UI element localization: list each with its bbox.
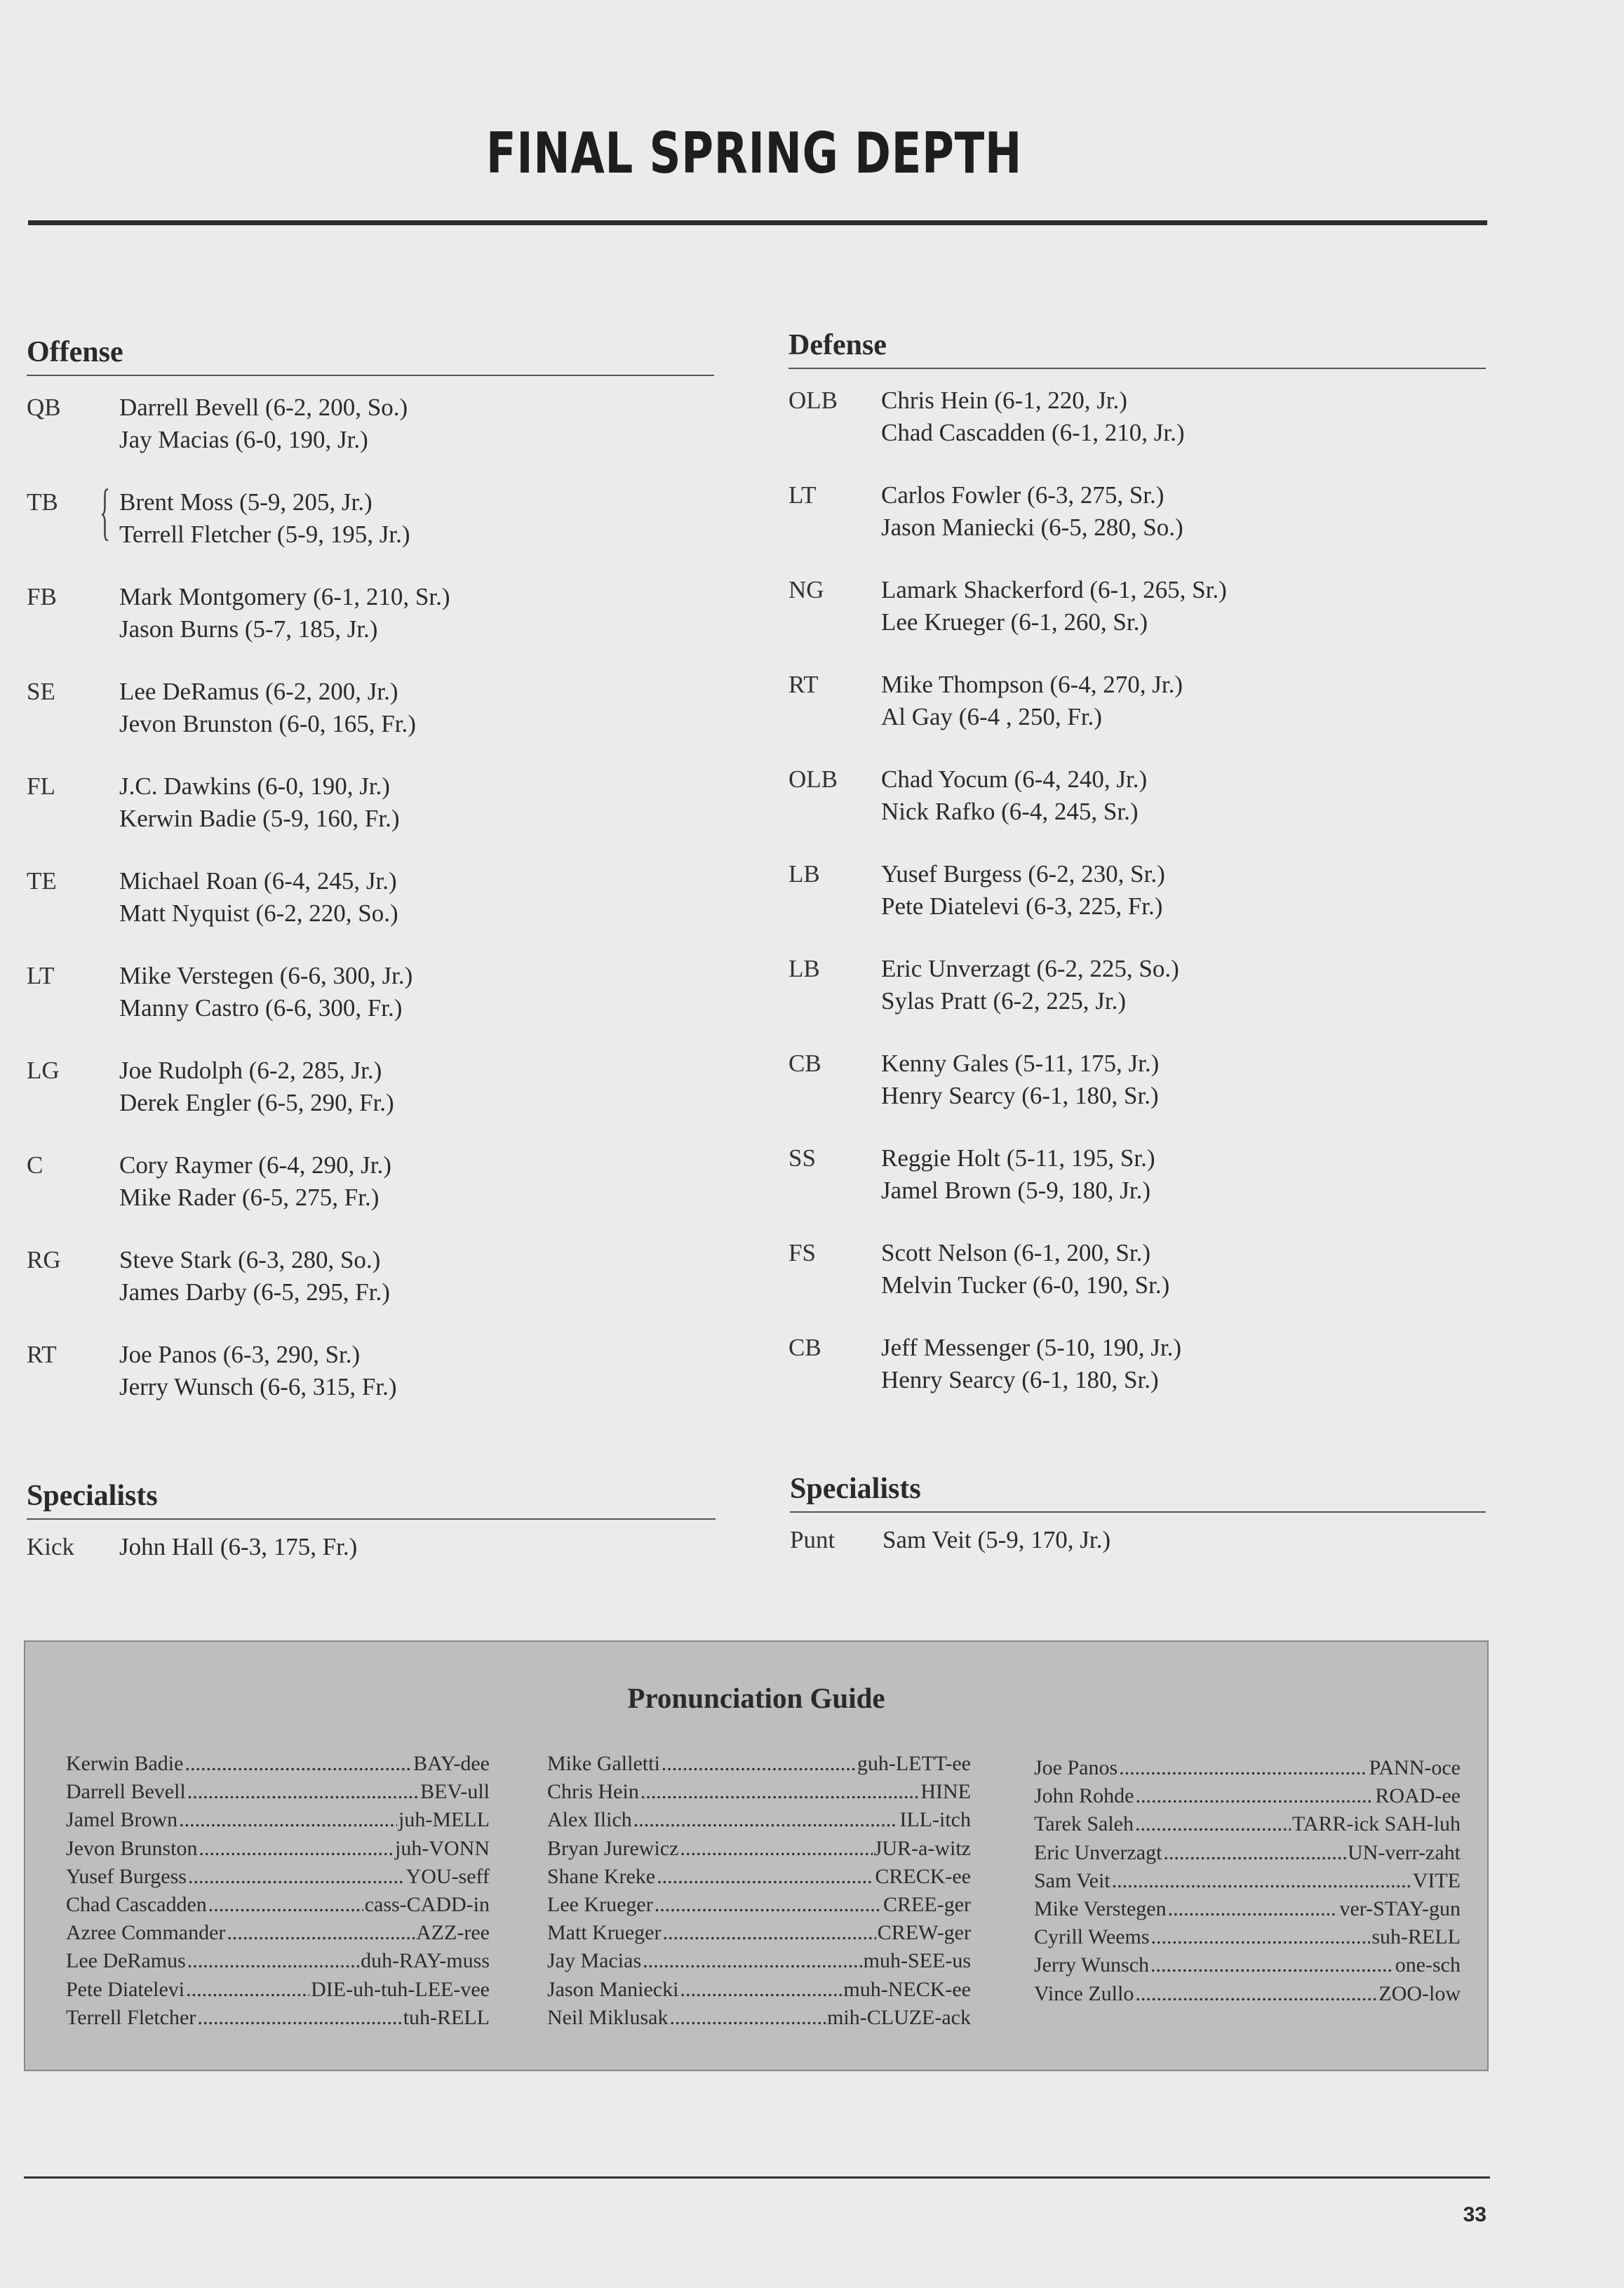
player-name: Kerwin Badie (5-9, 160, Fr.): [119, 805, 400, 832]
position-label: LB: [788, 860, 820, 888]
pronunciation-name: Chris Hein: [547, 1780, 639, 1804]
position-label: SS: [788, 1144, 816, 1172]
position-label: SE: [27, 678, 55, 705]
dot-leader: [184, 1750, 412, 1778]
player-name: Brent Moss (5-9, 205, Jr.): [119, 488, 373, 516]
player-name: Michael Roan (6-4, 245, Jr.): [119, 867, 397, 895]
player-name: Joe Rudolph (6-2, 285, Jr.): [119, 1057, 382, 1084]
player-name: Jeff Messenger (5-10, 190, Jr.): [881, 1334, 1182, 1361]
offense-heading: Offense: [27, 335, 714, 376]
pronunciation-entry: [66, 1750, 490, 1778]
player-name: Terrell Fletcher (5-9, 195, Jr.): [119, 521, 410, 548]
player-list: [119, 581, 714, 645]
position-label: LG: [27, 1057, 60, 1084]
pronunciation-text: muh-NECK-ee: [843, 1977, 971, 2001]
defense-heading: Defense: [788, 328, 1486, 369]
defense-specialists-heading: Specialists: [790, 1472, 1486, 1513]
pronunciation-entry: [66, 1891, 490, 1919]
pronunciation-entry: [1034, 1754, 1461, 1782]
pronunciation-name: Neil Miklusak: [547, 2005, 669, 2029]
pronunciation-entry: [1034, 1810, 1461, 1838]
pronunciation-name: Yusef Burgess: [66, 1864, 187, 1888]
player-list: [881, 1048, 1486, 1112]
offense-specialists-section: [27, 1479, 716, 1563]
pronunciation-text: DIE-uh-tuh-LEE-vee: [311, 1977, 490, 2001]
position-label: TE: [27, 867, 57, 895]
position-label: FS: [788, 1239, 816, 1266]
pronunciation-name: Joe Panos: [1034, 1756, 1118, 1779]
player-name: Mike Rader (6-5, 275, Fr.): [119, 1184, 380, 1211]
position-label: LT: [788, 481, 817, 509]
pronunciation-column-3: [1034, 1754, 1461, 2008]
pronunciation-text: ZOO-low: [1378, 1981, 1461, 2005]
player-name: Matt Nyquist (6-2, 220, So.): [119, 899, 398, 927]
player-name: Mike Thompson (6-4, 270, Jr.): [881, 671, 1183, 698]
player-name: Lee DeRamus (6-2, 200, Jr.): [119, 678, 398, 705]
player-name: Nick Rafko (6-4, 245, Sr.): [881, 798, 1139, 825]
pronunciation-entry: [547, 1806, 971, 1834]
depth-row: [27, 392, 714, 456]
dot-leader: [1119, 1754, 1367, 1782]
dot-leader: [680, 1976, 842, 2004]
pronunciation-entry: [66, 1976, 490, 2004]
specialist-row: [790, 1524, 1486, 1556]
pronunciation-name: Mike Galletti: [547, 1752, 660, 1775]
player-list: [881, 574, 1486, 638]
pronunciation-text: ver-STAY-gun: [1339, 1897, 1461, 1921]
offense-list: [27, 392, 714, 1403]
dot-leader: [670, 2004, 826, 2032]
pronunciation-text: YOU-seff: [405, 1864, 490, 1888]
pronunciation-name: Sam Veit: [1034, 1868, 1110, 1892]
pronunciation-entry: [66, 1806, 490, 1834]
player-name: Henry Searcy (6-1, 180, Sr.): [881, 1082, 1159, 1109]
depth-row: [788, 763, 1486, 828]
dot-leader: [208, 1891, 363, 1919]
dot-leader: [1150, 1951, 1394, 1979]
pronunciation-entry: [547, 1778, 971, 1806]
pronunciation-name: John Rohde: [1034, 1784, 1134, 1808]
player-name: Chris Hein (6-1, 220, Jr.): [881, 387, 1127, 414]
position-label: CB: [788, 1050, 821, 1077]
player-list: [119, 1055, 714, 1119]
depth-row: [788, 1048, 1486, 1112]
position-label: LB: [788, 955, 820, 982]
player-name: Derek Engler (6-5, 290, Fr.): [119, 1089, 394, 1116]
depth-row: [27, 581, 714, 645]
position-label: LT: [27, 962, 55, 989]
player-list: [119, 392, 714, 456]
position-label: Kick: [27, 1533, 75, 1560]
dot-leader: [1136, 1782, 1374, 1810]
pronunciation-name: Shane Kreke: [547, 1864, 656, 1888]
player-name: Henry Searcy (6-1, 180, Sr.): [881, 1366, 1159, 1393]
specialist-row: [27, 1531, 716, 1563]
dot-leader: [640, 1778, 920, 1806]
player-name: Lee Krueger (6-1, 260, Sr.): [881, 608, 1148, 636]
player-name: James Darby (6-5, 295, Fr.): [119, 1278, 390, 1306]
pronunciation-entry: [1034, 1895, 1461, 1923]
pronunciation-name: Matt Krueger: [547, 1921, 662, 1945]
position-label: Punt: [790, 1526, 836, 1553]
pronunciation-name: Jason Maniecki: [547, 1977, 679, 2001]
pronunciation-entry: [66, 1835, 490, 1863]
player-list: [119, 1244, 714, 1309]
player-list: [100, 477, 714, 551]
pronunciation-entry: [66, 1919, 490, 1947]
pronunciation-entry: [1034, 1782, 1461, 1810]
dot-leader: [680, 1835, 872, 1863]
pronunciation-name: Jay Macias: [547, 1949, 642, 1973]
pronunciation-entry: [547, 1976, 971, 2004]
player-list: [881, 858, 1486, 923]
pronunciation-entry: [547, 1750, 971, 1778]
depth-row: [788, 479, 1486, 544]
player-name: Chad Cascadden (6-1, 210, Jr.): [881, 419, 1185, 446]
player-list: [881, 1237, 1486, 1302]
player-list: [119, 865, 714, 930]
player-list: [881, 1332, 1486, 1396]
depth-row: [788, 1142, 1486, 1207]
position-label: RG: [27, 1246, 61, 1273]
depth-row: [27, 1055, 714, 1119]
depth-row: [27, 1149, 714, 1214]
player-name: John Hall (6-3, 175, Fr.): [119, 1533, 358, 1560]
player-name: Sylas Pratt (6-2, 225, Jr.): [881, 987, 1127, 1015]
player-name: Steve Stark (6-3, 280, So.): [119, 1246, 381, 1273]
defense-specialists-section: [790, 1472, 1486, 1556]
pronunciation-name: Tarek Saleh: [1034, 1812, 1134, 1836]
pronunciation-guide-box: [24, 1640, 1489, 2071]
pronunciation-name: Jamel Brown: [66, 1808, 178, 1832]
dot-leader: [1112, 1867, 1411, 1895]
depth-row: [27, 865, 714, 930]
pronunciation-text: BAY-dee: [413, 1752, 490, 1775]
player-name: Reggie Holt (5-11, 195, Sr.): [881, 1144, 1155, 1172]
dot-leader: [643, 1947, 862, 1975]
pronunciation-entry: [1034, 1951, 1461, 1979]
pronunciation-name: Pete Diatelevi: [66, 1977, 185, 2001]
pronunciation-name: Terrell Fletcher: [66, 2005, 196, 2029]
pronunciation-text: juh-VONN: [395, 1836, 490, 1860]
pronunciation-name: Azree Commander: [66, 1921, 226, 1945]
pronunciation-text: CRECK-ee: [875, 1864, 971, 1888]
depth-row: [788, 858, 1486, 923]
depth-row: [788, 669, 1486, 733]
player-name: Jason Burns (5-7, 185, Jr.): [119, 615, 378, 643]
dot-leader: [1168, 1895, 1338, 1923]
pronunciation-entry: [66, 1947, 490, 1975]
player-list: [119, 770, 714, 835]
pronunciation-text: JUR-a-witz: [873, 1836, 971, 1860]
pronunciation-text: ROAD-ee: [1375, 1784, 1461, 1808]
position-label: RT: [27, 1341, 57, 1368]
pronunciation-text: BEV-ull: [420, 1780, 490, 1804]
position-label: FB: [27, 583, 57, 610]
player-name: Kenny Gales (5-11, 175, Jr.): [881, 1050, 1160, 1077]
dot-leader: [1135, 1980, 1377, 2008]
dot-leader: [186, 1976, 309, 2004]
dot-leader: [1135, 1810, 1291, 1838]
depth-row: [788, 1237, 1486, 1302]
pronunciation-entry: [547, 1947, 971, 1975]
depth-row: [27, 960, 714, 1024]
pronunciation-entry: [1034, 1980, 1461, 2008]
offense-section: [27, 335, 714, 1403]
player-name: J.C. Dawkins (6-0, 190, Jr.): [119, 772, 390, 800]
pronunciation-entry: [547, 1835, 971, 1863]
pronunciation-guide-title: Pronunciation Guide: [627, 1682, 885, 1714]
depth-row: [27, 477, 714, 551]
position-label: QB: [27, 394, 61, 421]
pronunciation-text: AZZ-ree: [416, 1921, 490, 1945]
player-name: Lamark Shackerford (6-1, 265, Sr.): [881, 576, 1227, 603]
player-list: [119, 960, 714, 1024]
depth-row: [788, 953, 1486, 1017]
pronunciation-text: one-sch: [1395, 1953, 1461, 1977]
pronunciation-entry: [66, 1778, 490, 1806]
dot-leader: [1151, 1923, 1371, 1951]
depth-row: [27, 770, 714, 835]
player-name: Mike Verstegen (6-6, 300, Jr.): [119, 962, 413, 989]
player-name: Carlos Fowler (6-3, 275, Sr.): [881, 481, 1165, 509]
depth-row: [27, 1244, 714, 1309]
dot-leader: [662, 1750, 856, 1778]
pronunciation-name: Mike Verstegen: [1034, 1897, 1167, 1921]
depth-row: [788, 574, 1486, 638]
dot-leader: [657, 1863, 873, 1891]
dot-leader: [655, 1891, 882, 1919]
player-name: Jerry Wunsch (6-6, 315, Fr.): [119, 1373, 397, 1400]
dot-leader: [227, 1919, 415, 1947]
pronunciation-name: Vince Zullo: [1034, 1981, 1134, 2005]
dot-leader: [187, 1947, 359, 1975]
bottom-rule: [24, 2176, 1490, 2179]
player-name: Al Gay (6-4 , 250, Fr.): [881, 703, 1102, 730]
player-name: Mark Montgomery (6-1, 210, Sr.): [119, 583, 450, 610]
dot-leader: [199, 1835, 394, 1863]
defense-list: [788, 384, 1486, 1396]
player-list: [881, 763, 1486, 828]
pronunciation-name: Kerwin Badie: [66, 1752, 184, 1775]
pronunciation-name: Jevon Brunston: [66, 1836, 198, 1860]
pronunciation-entry: [66, 2004, 490, 2032]
pronunciation-text: PANN-oce: [1369, 1756, 1461, 1779]
player-name: Sam Veit (5-9, 170, Jr.): [883, 1526, 1111, 1553]
player-list: [881, 669, 1486, 733]
pronunciation-name: Darrell Bevell: [66, 1780, 186, 1804]
pronunciation-name: Eric Unverzagt: [1034, 1840, 1162, 1864]
pronunciation-column-2: [547, 1750, 971, 2032]
depth-row: [27, 676, 714, 740]
brace-symbol: {: [100, 477, 111, 547]
position-label: FL: [27, 772, 55, 800]
player-name: Joe Panos (6-3, 290, Sr.): [119, 1341, 361, 1368]
page-title: FINAL SPRING DEPTH: [486, 121, 1022, 186]
pronunciation-entry: [547, 1891, 971, 1919]
player-name: Jay Macias (6-0, 190, Jr.): [119, 426, 368, 453]
dot-leader: [187, 1778, 419, 1806]
pronunciation-name: Chad Cascadden: [66, 1893, 207, 1917]
pronunciation-entry: [1034, 1923, 1461, 1951]
pronunciation-text: UN-verr-zaht: [1348, 1840, 1461, 1864]
position-label: CB: [788, 1334, 821, 1361]
depth-row: [788, 384, 1486, 449]
player-list: [119, 1149, 714, 1214]
position-label: OLB: [788, 387, 838, 414]
player-list: [119, 1339, 714, 1403]
pronunciation-text: CREE-ger: [883, 1893, 971, 1917]
pronunciation-text: muh-SEE-us: [863, 1949, 971, 1973]
pronunciation-entry: [547, 1863, 971, 1891]
player-list: [881, 953, 1486, 1017]
player-name: Cory Raymer (6-4, 290, Jr.): [119, 1151, 391, 1179]
dot-leader: [633, 1806, 899, 1834]
pronunciation-name: Jerry Wunsch: [1034, 1953, 1150, 1977]
position-label: NG: [788, 576, 824, 603]
pronunciation-text: HINE: [920, 1780, 971, 1804]
player-name: Pete Diatelevi (6-3, 225, Fr.): [881, 892, 1163, 920]
pronunciation-entry: [547, 1919, 971, 1947]
pronunciation-text: juh-MELL: [398, 1808, 490, 1832]
player-name: Jason Maniecki (6-5, 280, So.): [881, 514, 1183, 541]
player-name: Manny Castro (6-6, 300, Fr.): [119, 994, 403, 1022]
pronunciation-name: Lee Krueger: [547, 1893, 653, 1917]
player-name: Yusef Burgess (6-2, 230, Sr.): [881, 860, 1165, 888]
pronunciation-name: Cyrill Weems: [1034, 1925, 1150, 1949]
pronunciation-text: mih-CLUZE-ack: [827, 2005, 971, 2029]
player-name: Chad Yocum (6-4, 240, Jr.): [881, 765, 1148, 793]
player-name: Jamel Brown (5-9, 180, Jr.): [881, 1177, 1150, 1204]
player-list: [881, 1142, 1486, 1207]
depth-row: [27, 1339, 714, 1403]
page-number: 33: [1463, 2203, 1487, 2226]
player-list: [881, 384, 1486, 449]
dot-leader: [1163, 1839, 1346, 1867]
pronunciation-text: tuh-RELL: [403, 2005, 490, 2029]
pronunciation-entry: [547, 2004, 971, 2032]
player-name: Melvin Tucker (6-0, 190, Sr.): [881, 1271, 1170, 1299]
depth-row: [788, 1332, 1486, 1396]
offense-specialists-heading: Specialists: [27, 1479, 716, 1520]
dot-leader: [179, 1806, 397, 1834]
position-label: RT: [788, 671, 819, 698]
title-rule: [28, 220, 1487, 225]
pronunciation-name: Alex Ilich: [547, 1808, 632, 1832]
pronunciation-entry: [1034, 1839, 1461, 1867]
player-list: [119, 676, 714, 740]
player-name: Scott Nelson (6-1, 200, Sr.): [881, 1239, 1151, 1266]
pronunciation-text: VITE: [1412, 1868, 1461, 1892]
player-name: Eric Unverzagt (6-2, 225, So.): [881, 955, 1179, 982]
pronunciation-text: TARR-ick SAH-luh: [1291, 1812, 1461, 1836]
position-label: C: [27, 1151, 43, 1179]
pronunciation-text: suh-RELL: [1371, 1925, 1461, 1949]
pronunciation-text: CREW-ger: [877, 1921, 971, 1945]
pronunciation-text: ILL-itch: [899, 1808, 971, 1832]
position-label: TB: [27, 488, 58, 516]
defense-section: [788, 328, 1486, 1396]
dot-leader: [662, 1919, 875, 1947]
pronunciation-entry: [66, 1863, 490, 1891]
player-name: Jevon Brunston (6-0, 165, Fr.): [119, 710, 416, 737]
pronunciation-name: Bryan Jurewicz: [547, 1836, 679, 1860]
pronunciation-column-1: [66, 1750, 490, 2032]
pronunciation-text: guh-LETT-ee: [857, 1752, 971, 1775]
dot-leader: [188, 1863, 405, 1891]
player-name: Darrell Bevell (6-2, 200, So.): [119, 394, 408, 421]
pronunciation-entry: [1034, 1867, 1461, 1895]
position-label: OLB: [788, 765, 838, 793]
pronunciation-text: cass-CADD-in: [364, 1893, 490, 1917]
dot-leader: [197, 2004, 401, 2032]
pronunciation-name: Lee DeRamus: [66, 1949, 186, 1973]
pronunciation-text: duh-RAY-muss: [361, 1949, 490, 1973]
player-list: [881, 479, 1486, 544]
